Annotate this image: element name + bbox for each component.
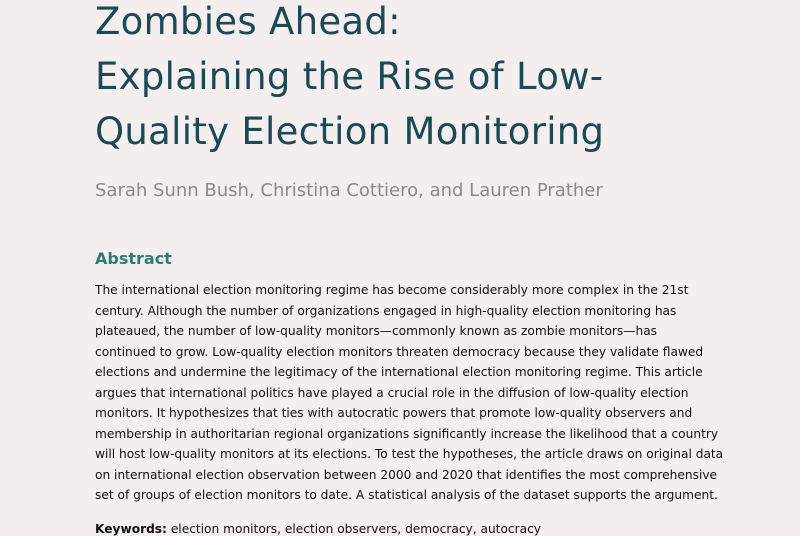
abstract-line: continued to grow. Low-quality election monitors threaten democracy because they validate flawed	[95, 344, 704, 359]
abstract-line: plateaued, the number of low-quality monitors—commonly known as zombie monitors—has	[95, 324, 658, 338]
keywords	[95, 522, 541, 536]
abstract-line: set of groups of election monitors to date. A statistical analysis of the dataset supports the argument.	[95, 488, 718, 502]
abstract-line: argues that international politics have played a crucial role in the diffusion of low-quality election	[95, 385, 689, 400]
abstract-line: will host low-quality monitors at its elections. To test the hypotheses, the article draws on original data	[95, 447, 724, 461]
abstract-line: monitors. It hypothesizes that ties with autocratic powers that promote low-quality observers and	[95, 406, 693, 420]
abstract-line: on international election observation between 2000 and 2020 that identifies the most comprehensive	[95, 467, 718, 482]
abstract-line: century. Although the number of organizations engaged in high-quality election monitoring has	[95, 303, 677, 318]
abstract-heading: Abstract	[95, 249, 172, 268]
abstract-line: membership in authoritarian regional organizations significantly increase the likelihood that a country	[95, 426, 719, 441]
title-line: Quality Election Monitoring	[95, 110, 605, 153]
abstract-text	[95, 280, 724, 506]
title-line: Zombies Ahead:	[95, 0, 401, 43]
keywords-value: election monitors, election observers, democracy, autocracy	[170, 522, 541, 536]
abstract-line: The international election monitoring regime has become considerably more complex in the 21st	[95, 283, 689, 297]
abstract-line: elections and undermine the legitimacy of the international election monitoring regime. This article	[95, 365, 703, 379]
keywords-label: Keywords:	[95, 522, 167, 536]
title-line: Explaining the Rise of Low-	[95, 55, 604, 98]
article-title	[95, 0, 715, 159]
author-list: Sarah Sunn Bush, Christina Cottiero, and Lauren Prather	[95, 180, 603, 201]
